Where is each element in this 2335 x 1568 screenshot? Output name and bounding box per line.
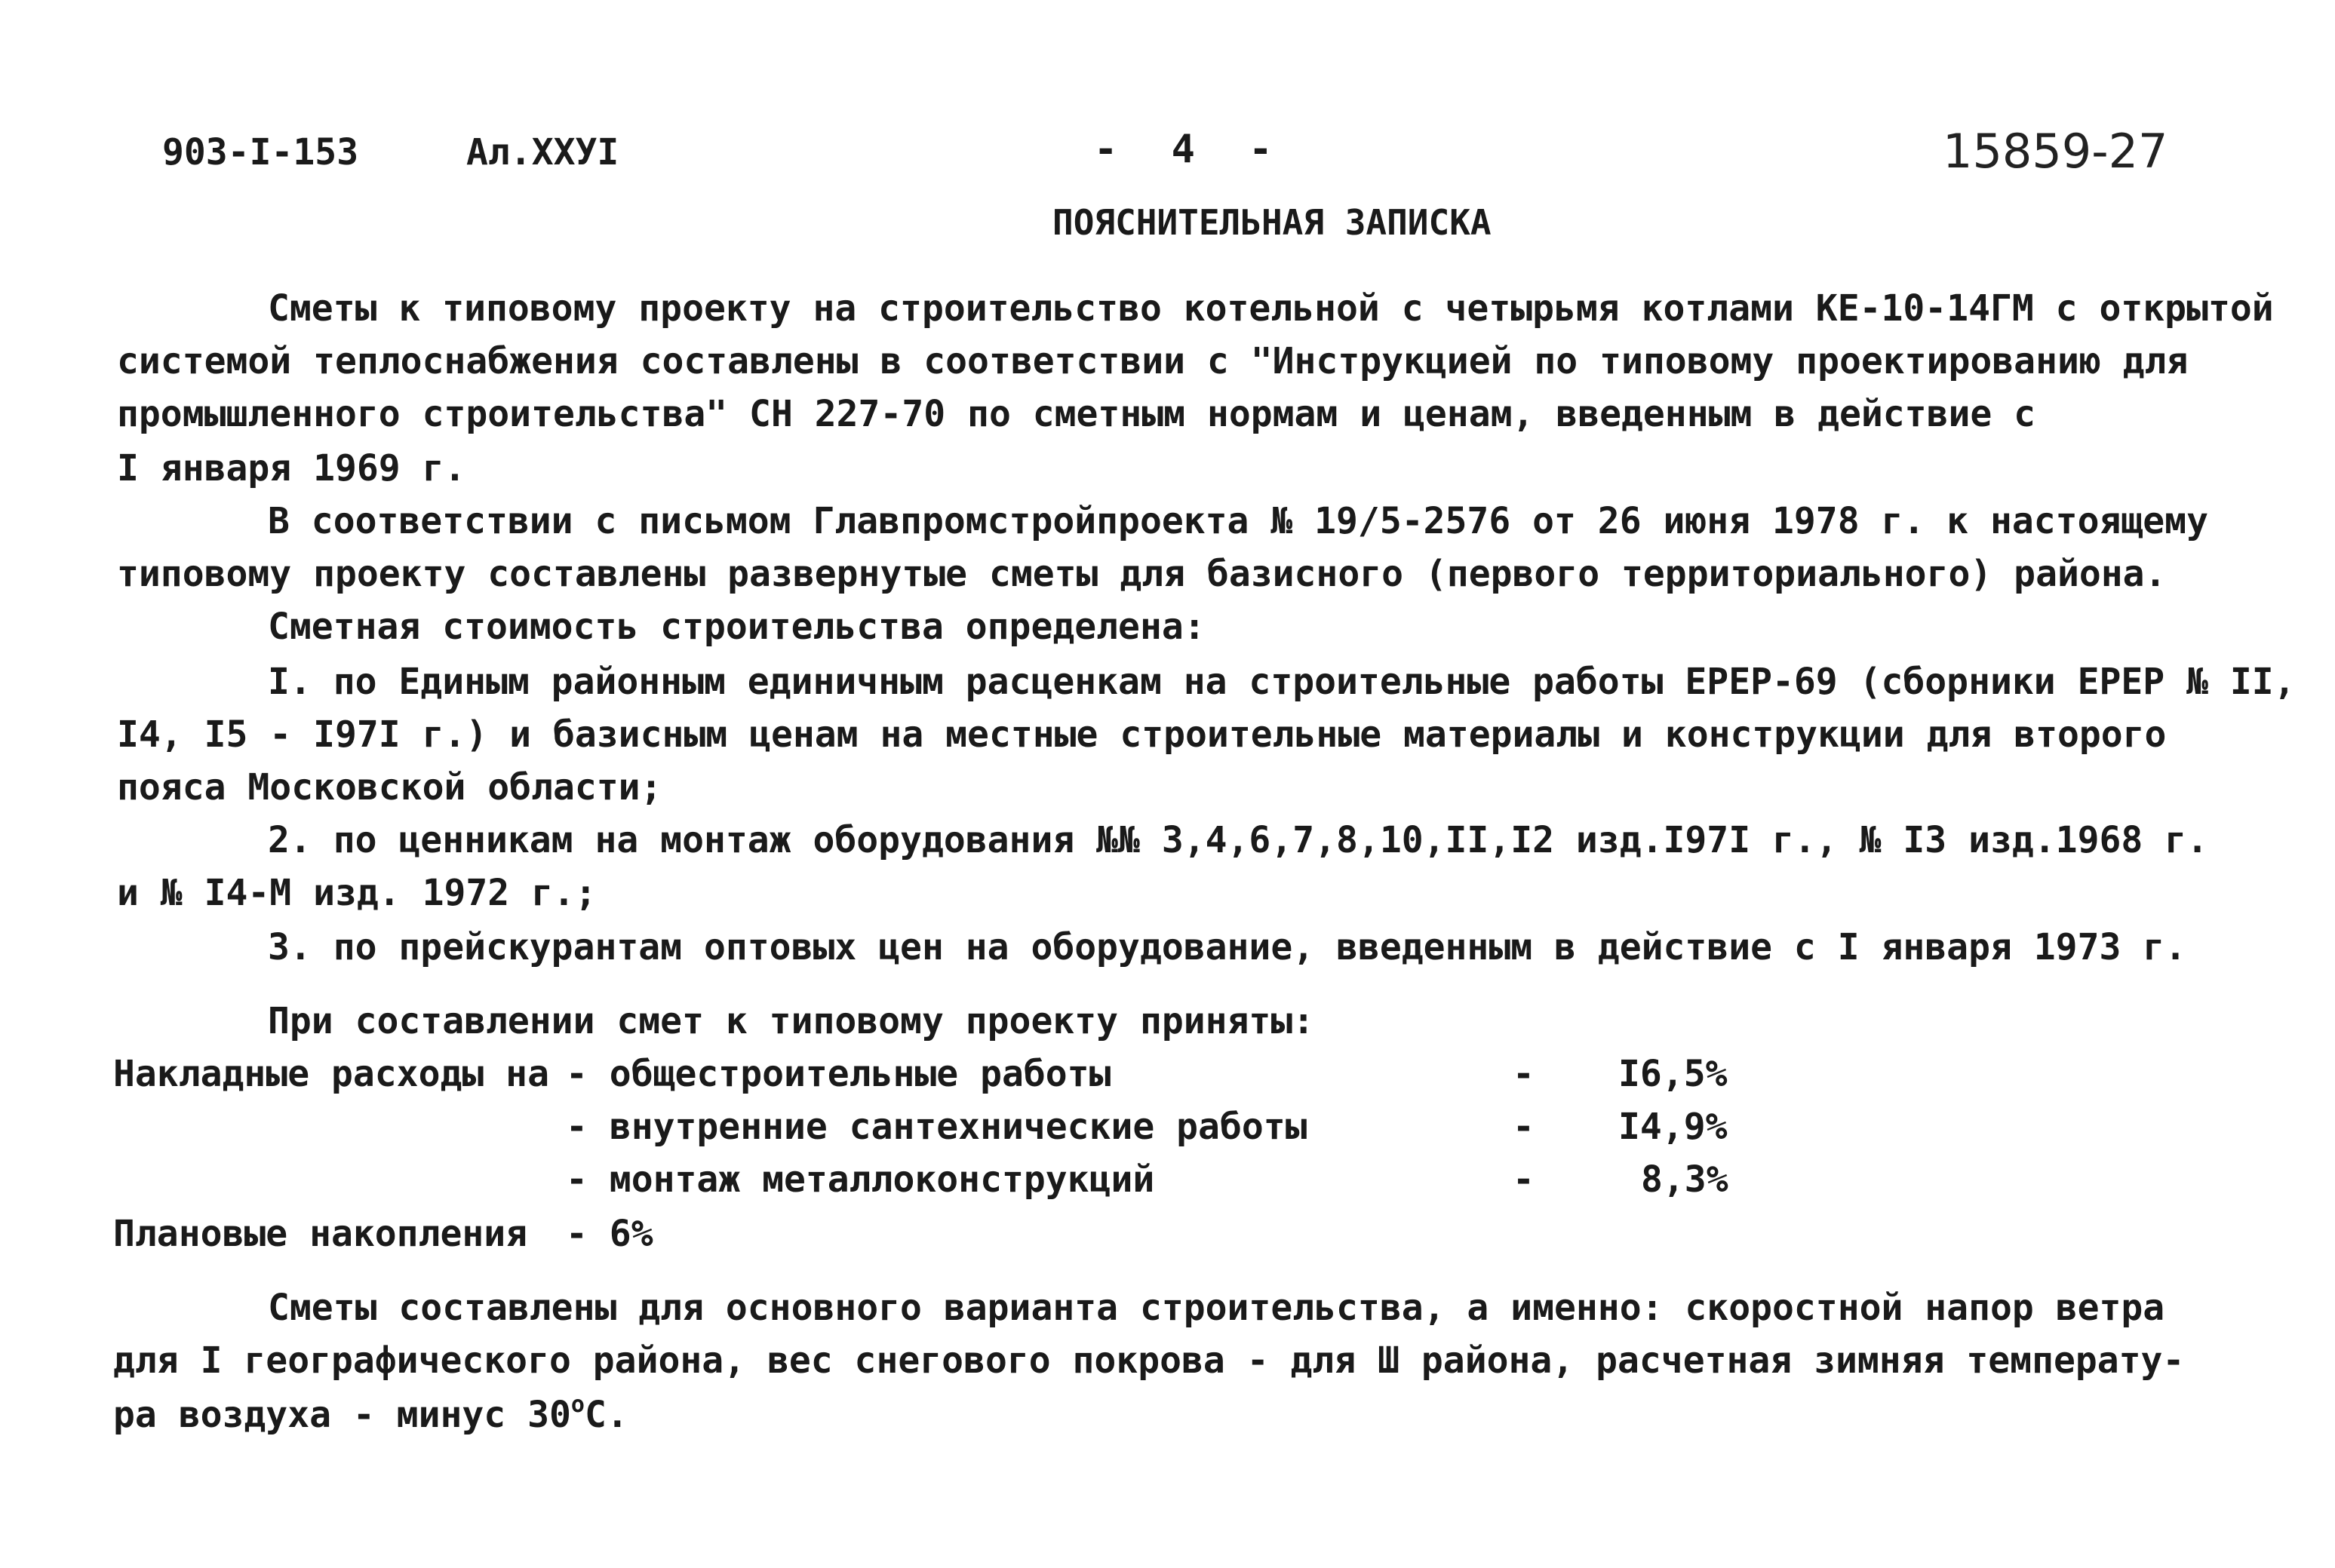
planned-savings-value: - 6% [566,1213,653,1255]
list-item-1-line-2: I4, I5 - I97I г.) и базисным ценам на местные строительные материалы и конструкции для второго [117,713,2167,756]
planned-savings-label: Плановые накопления [113,1213,528,1255]
rate-row-3-value: 8,3% [1641,1158,1728,1201]
paragraph-3-line-1: Сметная стоимость строительства определена: [268,606,1206,648]
paragraph-2-line-1: В соответствии с письмом Главпромстройпроекта № 19/5-2576 от 26 июня 1978 г. к настоящему [268,500,2208,542]
list-item-2-line-2: и № I4-М изд. 1972 г.; [117,872,597,914]
paragraph-1-line-3: промышленного строительства" СН 227-70 по сметным нормам и ценам, введенным в действие с [117,393,2036,435]
page-title: ПОЯСНИТЕЛЬНАЯ ЗАПИСКА [1052,202,1492,243]
list-item-2-line-1: 2. по ценникам на монтаж оборудования №№ 3,4,6,7,8,10,II,I2 изд.I97I г., № I3 изд.1968 г. [268,819,2208,861]
rate-row-2-dash: - [1513,1106,1535,1148]
rates-intro: При составлении смет к типовому проекту приняты: [268,1000,1315,1042]
paragraph-1-line-2: системой теплоснабжения составлены в соответствии с "Инструкцией по типовому проектированию для [117,340,2189,382]
rate-row-2-label: - внутренние сантехнические работы [566,1106,1307,1148]
degree-sign: о [570,1392,585,1418]
paragraph-4-line-1: Сметы составлены для основного варианта строительства, а именно: скоростной напор ветра [268,1287,2165,1329]
rate-row-3-label: - монтаж металлоконструкций [566,1158,1155,1201]
archive-number: 15859-27 [1943,124,2168,179]
paragraph-4-line-3 [113,1392,628,1436]
album-number: Ал.XXУI [466,131,619,173]
rate-row-1-value: I6,5% [1618,1053,1728,1095]
list-item-1-line-1: I. по Единым районным единичным расценкам на строительные работы ЕРЕР-69 (сборники ЕРЕР № II, [268,661,2296,703]
rate-row-3-dash: - [1513,1158,1535,1201]
paragraph-4-line-2: для I географического района, вес снегового покрова - для Ш района, расчетная зимняя температу- [113,1339,2185,1382]
paragraph-4-line-3-text: ра воздуха - минус 30 [113,1394,571,1436]
page-number: - 4 - [1094,127,1273,172]
list-item-3-line-1: 3. по прейскурантам оптовых цен на оборудование, введенным в действие с I января 1973 г. [268,926,2187,968]
rate-row-1-dash: - [1513,1053,1535,1095]
list-item-1-line-3: пояса Московской области; [117,766,662,809]
paragraph-1-line-1: Сметы к типовому проекту на строительство котельной с четырьмя котлами КЕ-10-14ГМ с открытой [268,287,2274,330]
paragraph-2-line-2: типовому проекту составлены развернутые сметы для базисного (первого территориального) района. [117,553,2167,595]
rate-row-2-value: I4,9% [1618,1106,1728,1148]
overhead-label: Накладные расходы на [113,1053,549,1095]
rate-row-1-label: - общестроительные работы [566,1053,1111,1095]
document-code: 903-I-153 [162,131,359,173]
paragraph-1-line-4: I января 1969 г. [117,447,466,489]
paragraph-4-line-3-end: С. [584,1394,628,1436]
